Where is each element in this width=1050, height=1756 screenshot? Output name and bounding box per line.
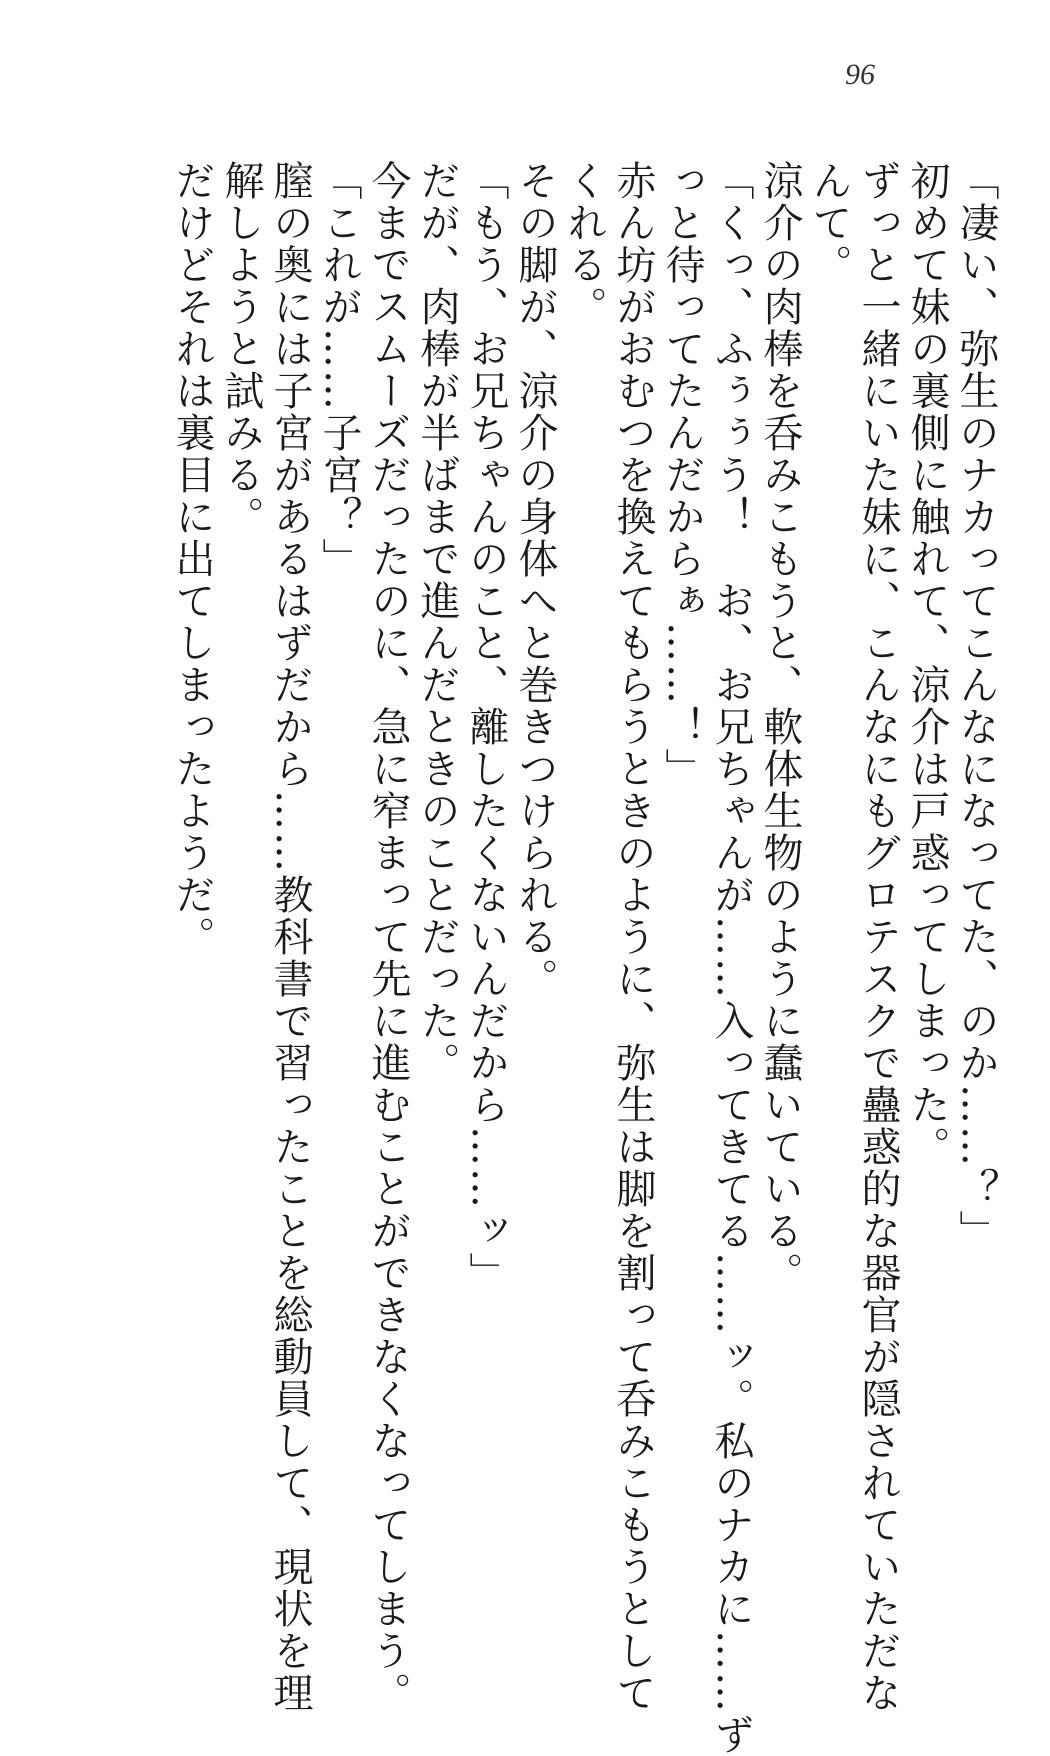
text-line: 「これが……子宮？」	[316, 160, 362, 580]
text-line: っと待ってたんだからぁ……！」	[659, 160, 705, 790]
text-line: 解しようと試みる。	[218, 160, 264, 538]
text-line: ずっと一緒にいた妹に、こんなにもグロテスクで蠱惑的な器官が隠されていただな	[855, 160, 901, 1714]
text-line: んて。	[806, 160, 852, 286]
text-line: くれる。	[561, 160, 607, 328]
text-line: 「くっ、ふぅぅう！ お、お兄ちゃんが……入ってきてる……ッ。私のナカに……ず	[708, 160, 754, 1756]
text-line: 涼介の肉棒を呑みこもうと、軟体生物のように蠢いている。	[757, 160, 803, 1294]
text-line: 今までスムーズだったのに、急に窄まって先に進むことができなくなってしまう。	[365, 160, 411, 1714]
text-line: 膣の奥には子宮があるはずだから……教科書で習ったことを総動員して、現状を理	[267, 160, 313, 1714]
text-line: 初めて妹の裏側に触れて、涼介は戸惑ってしまった。	[904, 160, 950, 1168]
text-line: だが、肉棒が半ばまで進んだときのことだった。	[414, 160, 460, 1084]
body-text	[167, 160, 1000, 1756]
text-line: だけどそれは裏目に出てしまったようだ。	[169, 160, 215, 958]
text-line: 赤ん坊がおむつを換えてもらうときのように、弥生は脚を割って呑みこもうとして	[610, 160, 656, 1714]
text-line: その脚が、涼介の身体へと巻きつけられる。	[512, 160, 558, 1000]
page-number: 96	[845, 58, 875, 91]
text-line: 「もう、お兄ちゃんのこと、離したくないんだから……ッ」	[463, 160, 509, 1294]
text-line: 「凄い、弥生のナカってこんなになってた、のか……？」	[953, 160, 999, 1252]
